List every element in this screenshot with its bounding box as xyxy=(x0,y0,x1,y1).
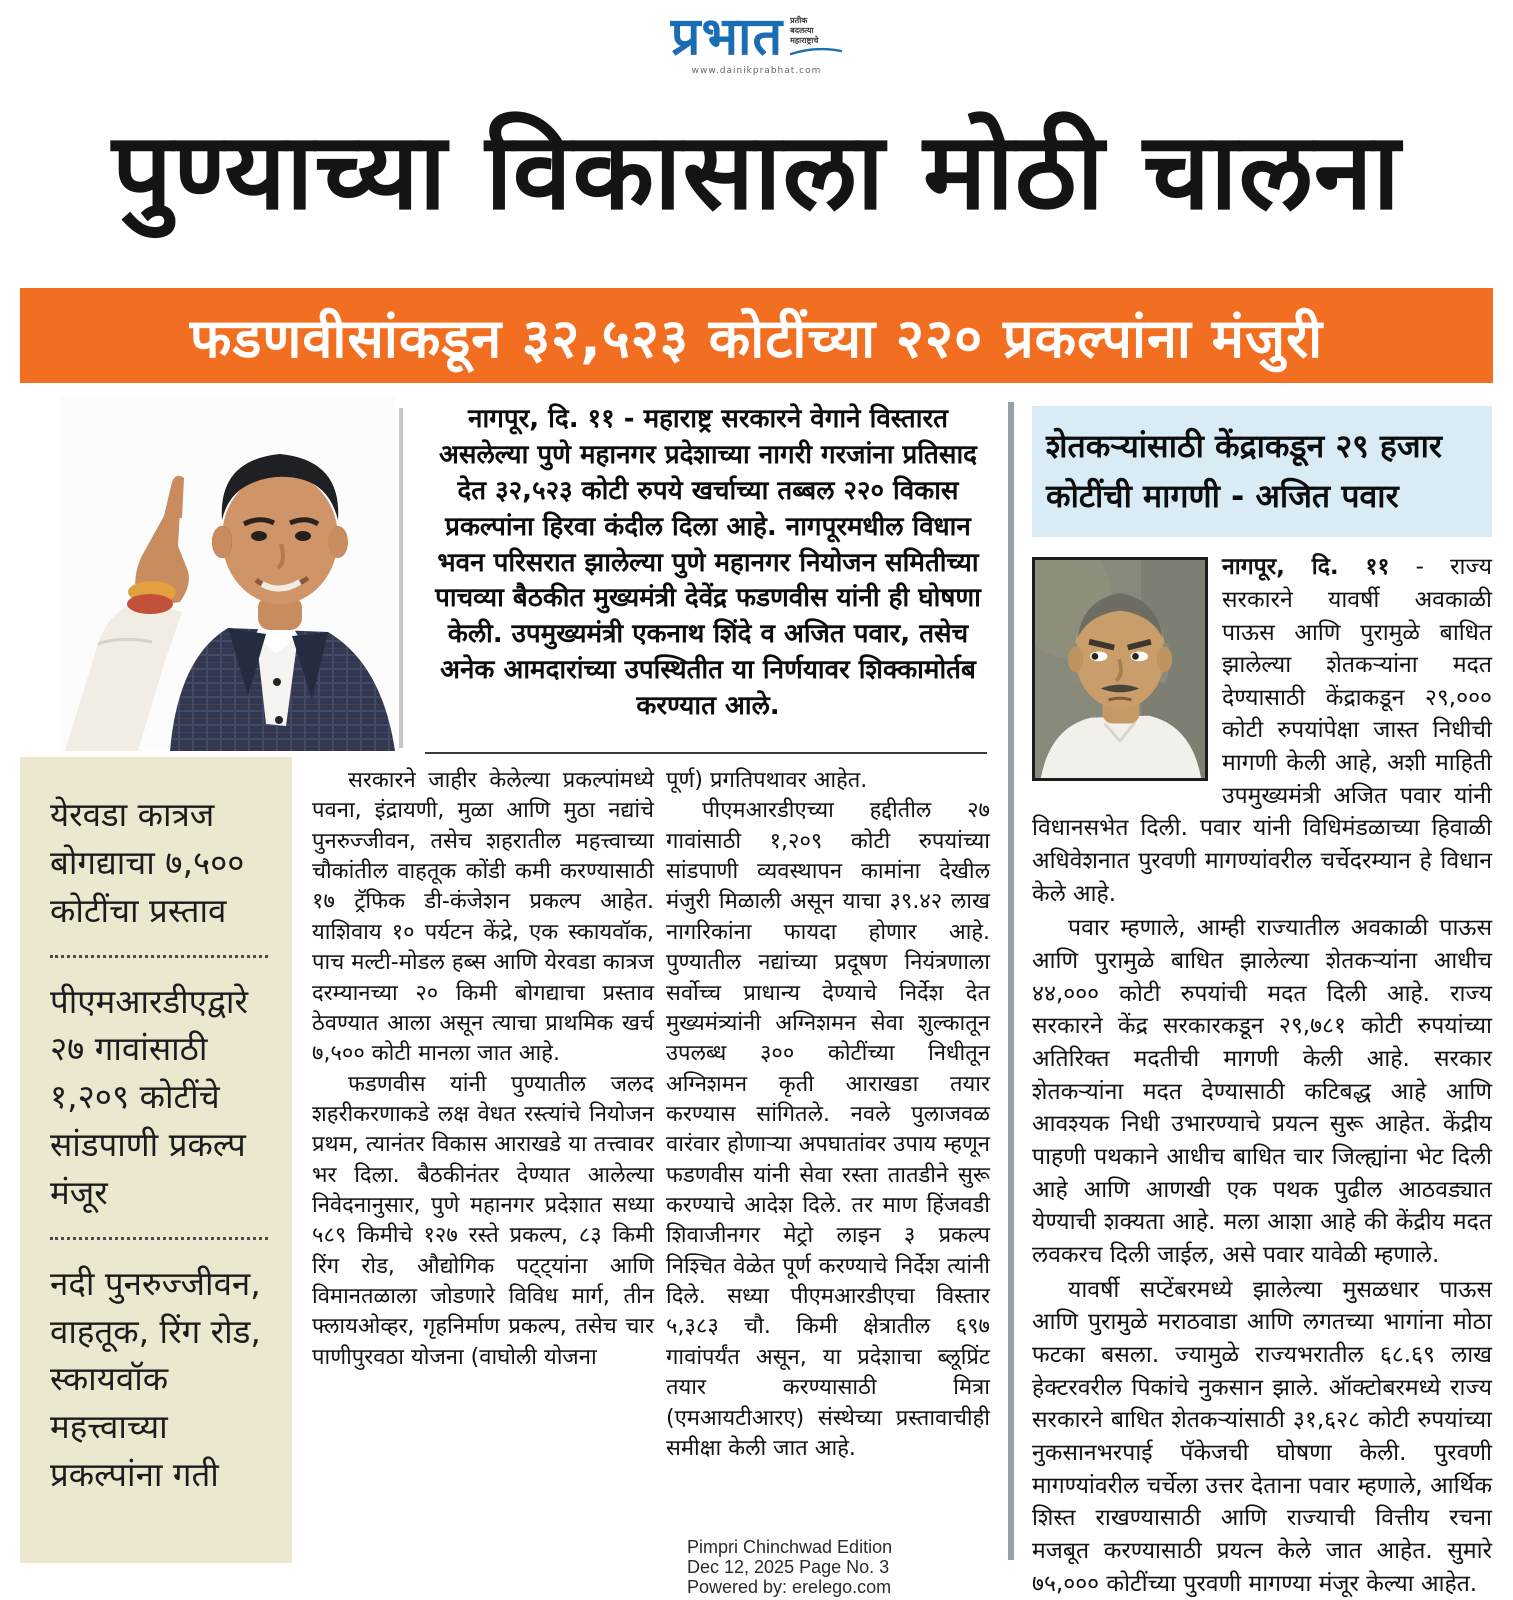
right-article-headline: शेतकऱ्यांसाठी केंद्राकडून २९ हजार कोटींची मागणी - अजित पवार xyxy=(1032,406,1492,537)
masthead xyxy=(0,7,1513,76)
subheadline-banner xyxy=(20,288,1493,383)
logo-swoosh-icon xyxy=(790,48,842,56)
subheadline-text: फडणवीसांकडून ३२,५२३ कोटींच्या २२० प्रकल्पांना मंजुरी xyxy=(189,306,1324,370)
fadnavis-photo xyxy=(60,395,395,752)
vertical-divider-right xyxy=(1008,402,1014,1560)
edition-date-page: Dec 12, 2025 Page No. 3 xyxy=(687,1557,890,1577)
edition-name: Pimpri Chinchwad Edition xyxy=(687,1537,893,1557)
lead-paragraph: नागपूर, दि. ११ - महाराष्ट्र सरकारने वेगाने विस्तारत असलेल्या पुणे महानगर प्रदेशाच्या नागरी गरजांना प्रतिसाद देत ३२,५२३ कोटी रुपये खर्चाच्या तब्बल २२० विकास प्रकल्पांना हिरवा कंदील दिला आहे. नागपूरमधील विधान भवन परिसरात झालेल्या पुणे महानगर नियोजन समितीच्या पाचव्या बैठकीत मुख्यमंत्री देवेंद्र फडणवीस यांनी ही घोषणा केली. उपमुख्यमंत्री एकनाथ शिंदे व अजित पवार, तसेच अनेक आमदारांच्या उपस्थितीत या निर्णयावर शिक्कामोर्तब करण्यात आले. xyxy=(435,404,981,721)
vertical-divider-left xyxy=(399,408,403,748)
highlights-sidebar xyxy=(20,757,292,1563)
edition-footer xyxy=(687,1537,892,1597)
article-paragraph: सरकारने जाहीर केलेल्या प्रकल्पांमध्ये पवना, इंद्रायणी, मुळा आणि मुठा नद्यांचे पुनरुज्जीवन, तसेच शहरातील महत्त्वाच्या चौकांतील वाहतूक कोंडी कमी करण्यासाठी १७ ट्रॅफिक डी-कंजेशन प्रकल्प आहेत. याशिवाय १० पर्यटन केंद्रे, एक स्कायवॉक, पाच मल्टी-मोडल हब्स आणि येरवडा कात्रज दरम्यानच्या २० किमी बोगद्याचा प्रस्ताव ठेवण्यात आला असून त्याचा प्राथमिक खर्च ७,५०० कोटी मानला जात आहे. xyxy=(312,768,654,1067)
newspaper-logo: प्रभात xyxy=(670,7,784,67)
logo-tagline: प्रतीक बदलत्या महाराष्ट्राचे xyxy=(790,10,842,56)
sidebar-divider xyxy=(50,1237,268,1240)
lead-rule xyxy=(425,752,987,754)
article-paragraph: फडणवीस यांनी पुण्यातील जलद शहरीकरणाकडे लक्ष वेधत रस्त्यांचे नियोजन प्रथम, त्यानंतर विकास आराखडे या तत्त्वावर भर दिला. बैठकीनंतर देण्यात आलेल्या निवेदनानुसार, पुणे महानगर प्रदेशात सध्या ५८९ किमीचे १२७ रस्ते प्रकल्प, ८३ किमी रिंग रोड, औद्योगिक पट्ट्यांना आणि विमानतळाला जोडणारे विविध मार्ग, तीन फ्लायओव्हर, गृहनिर्माण प्रकल्प, तसेच चार पाणीपुरवठा योजना (वाघोली योजना xyxy=(312,1071,654,1370)
sidebar-item: नदी पुनरुज्जीवन, वाहतूक, रिंग रोड, स्कायवॉक महत्त्वाच्या प्रकल्पांना गती xyxy=(50,1263,261,1495)
right-article-body xyxy=(1032,551,1492,1600)
sidebar-item: पीएमआरडीएद्वारे २७ गावांसाठी १,२०९ कोटींचे सांडपाणी प्रकल्प मंजूर xyxy=(50,981,248,1212)
article-column-2 xyxy=(666,766,990,1464)
powered-by: Powered by: erelego.com xyxy=(687,1577,892,1597)
article-paragraph: यावर्षी सप्टेंबरमध्ये झालेल्या मुसळधार पाऊस आणि पुरामुळे मराठवाडा आणि लगतच्या भागांना मोठा फटका बसला. ज्यामुळे राज्यभरातील ६८.६९ लाख हेक्टरवरील पिकांचे नुकसान झाले. ऑक्टोबरमध्ये राज्य सरकारने बाधित शेतकऱ्यांसाठी ३१,६२८ कोटी रुपयांच्या नुकसानभरपाई पॅकेजची घोषणा केली. पुरवणी मागण्यांवरील चर्चेला उत्तर देताना पवार म्हणाले, आर्थिक शिस्त राखण्यासाठी आणि राज्याची वित्तीय रचना मजबूत करण्यासाठी प्रयत्न केले जात आहेत. सुमारे ७५,००० कोटींच्या पुरवणी मागण्या मंजूर केल्या आहेत. xyxy=(1032,1276,1492,1597)
article-paragraph: नागपूर, दि. ११ - राज्य सरकारने यावर्षी अवकाळी पाऊस आणि पुरामुळे बाधित झालेल्या शेतकऱ्यांना मदत देण्यासाठी केंद्राकडून २९,००० कोटी रुपयांपेक्षा जास्त निधीची मागणी केली आहे, अशी माहिती उपमुख्यमंत्री अजित पवार यांनी विधानसभेत दिली. पवार यांनी विधिमंडळाच्या हिवाळी अधिवेशनात पुरवणी मागण्यांवरील चर्चेदरम्यान हे विधान केले आहे. xyxy=(1032,554,1492,907)
right-article xyxy=(1032,406,1492,1600)
article-paragraph: पवार म्हणाले, आम्ही राज्यातील अवकाळी पाऊस आणि पुरामुळे बाधित झालेल्या शेतकऱ्यांना आधीच ४४,००० कोटी रुपयांची मदत दिली आहे. राज्य सरकारने केंद्र सरकारकडून २९,७८१ कोटी रुपयांच्या अतिरिक्त मदतीची मागणी केली आहे. सरकार शेतकऱ्यांना मदत देण्यासाठी कटिबद्ध आहे आणि आवश्यक निधी उभारण्याचे प्रयत्न सुरू आहेत. केंद्रीय पाहणी पथकाने आधीच बाधित चार जिल्ह्यांना भेट दिली आहे आणि आणखी एक पथक पुढील आठवड्यात येण्याची शक्यता आहे. मला आशा आहे की केंद्रीय मदत लवकरच दिली जाईल, असे पवार यावेळी म्हणाले. xyxy=(1032,915,1492,1268)
sidebar-item: येरवडा कात्रज बोगद्याचा ७,५०० कोटींचा प्रस्ताव xyxy=(50,795,245,930)
dateline: नागपूर, दि. ११ xyxy=(1222,554,1390,581)
article-paragraph: पूर्ण) प्रगतिपथावर आहेत. xyxy=(666,768,868,793)
sidebar-divider xyxy=(50,955,268,958)
newspaper-website: www.dainikprabhat.com xyxy=(691,65,822,76)
main-headline: पुण्याच्या विकासाला मोठी चालना xyxy=(111,110,1402,233)
ajit-pawar-photo xyxy=(1032,557,1208,781)
article-paragraph: पीएमआरडीएच्या हद्दीतील २७ गावांसाठी १,२०९ कोटी रुपयांच्या सांडपाणी व्यवस्थापन कामांना देखील मंजुरी मिळाली असून याचा ३९.४२ लाख नागरिकांना फायदा होणार आहे. पुण्यातील नद्यांच्या प्रदूषण नियंत्रणाला सर्वोच्च प्राधान्य देण्याचे निर्देश देत मुख्यमंत्र्यांनी अग्निशमन सेवा शुल्कातून उपलब्ध ३०० कोटींच्या निधीतून अग्निशमन कृती आराखडा तयार करण्यास सांगितले. नवले पुलाजवळ वारंवार होणाऱ्या अपघातांवर उपाय म्हणून फडणवीस यांनी सेवा रस्ता तातडीने सुरू करण्याचे आदेश दिले. तर माण हिंजवडी शिवाजीनगर मेट्रो लाइन ३ प्रकल्प निश्चित वेळेत पूर्ण करण्याचे निर्देश त्यांनी दिले. सध्या पीएमआरडीएचा विस्तार ५,३८३ चौ. किमी क्षेत्रातील ६९७ गावांपर्यंत असून, या प्रदेशाचा ब्लूप्रिंट तयार करण्यासाठी मित्रा (एमआयटीआरए) संस्थेच्या प्रस्तावाचीही समीक्षा केली जात आहे. xyxy=(666,798,990,1461)
article-column-1 xyxy=(312,766,654,1373)
